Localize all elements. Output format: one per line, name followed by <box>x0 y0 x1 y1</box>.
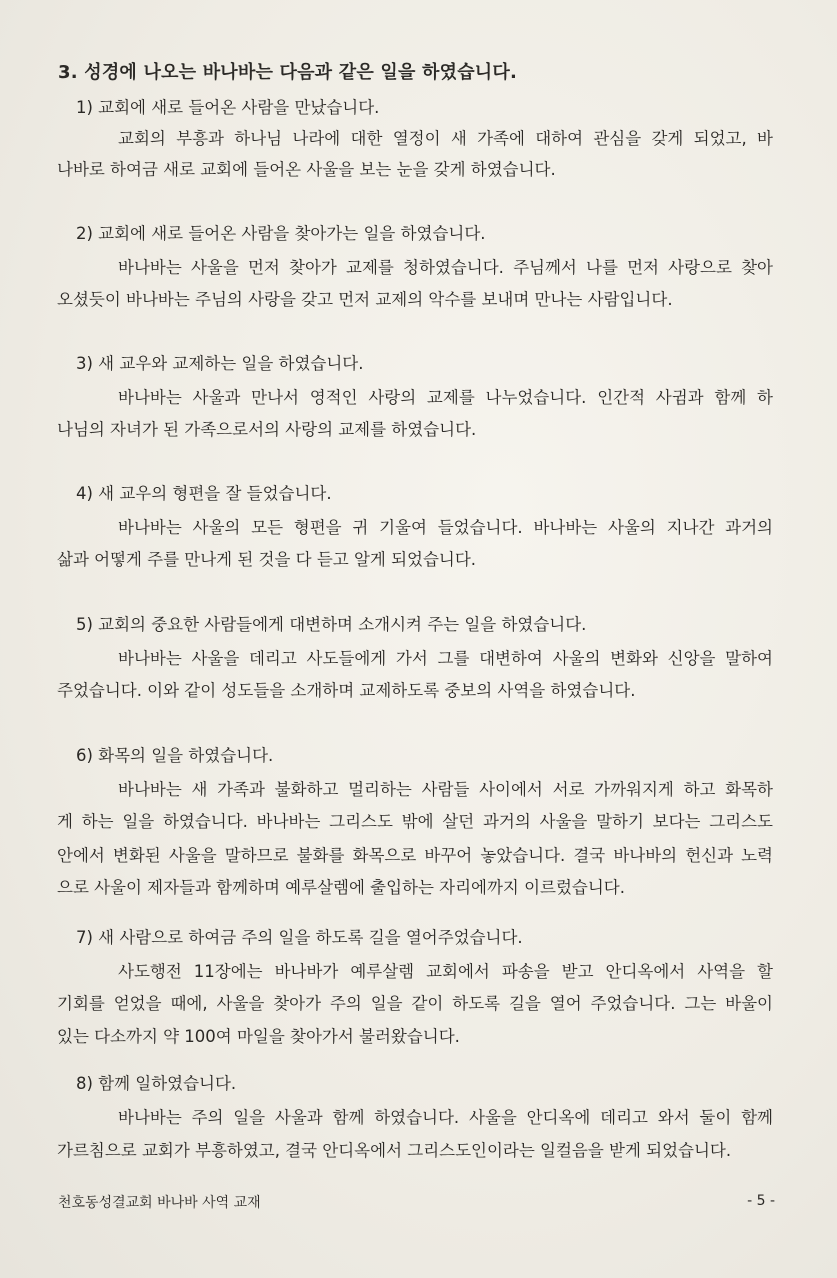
subheading-2: 2) 교회에 새로 들어온 사람을 찾아가는 일을 하였습니다. <box>76 224 486 243</box>
paragraph-1-line-2: 나바로 하여금 새로 교회에 들어온 사울을 보는 눈을 갖게 하였습니다. <box>57 160 556 179</box>
paragraph-6-line-1: 바나바는 새 가족과 불화하고 멀리하는 사람들 사이에서 서로 가까워지게 하고 화목하 <box>118 780 773 799</box>
subheading-4: 4) 새 교우의 형편을 잘 들었습니다. <box>76 484 332 503</box>
paragraph-8-line-2: 가르침으로 교회가 부흥하였고, 결국 안디옥에서 그리스도인이라는 일컬음을 받게 되었습니다. <box>57 1141 732 1160</box>
subheading-7: 7) 새 사람으로 하여금 주의 일을 하도록 길을 열어주었습니다. <box>76 928 523 947</box>
paragraph-6-line-2: 게 하는 일을 하였습니다. 바나바는 그리스도 밖에 살던 과거의 사울을 말하기 보다는 그리스도 <box>57 812 773 831</box>
paragraph-4-line-2: 삶과 어떻게 주를 만나게 된 것을 다 듣고 알게 되었습니다. <box>57 550 477 569</box>
footer-title: 천호동성결교회 바나바 사역 교재 <box>58 1195 261 1211</box>
paragraph-2-line-2: 오셨듯이 바나바는 주님의 사랑을 갖고 먼저 교제의 악수를 보내며 만나는 사람입니다. <box>57 290 673 309</box>
subheading-1: 1) 교회에 새로 들어온 사람을 만났습니다. <box>76 98 380 117</box>
paragraph-3-line-1: 바나바는 사울과 만나서 영적인 사랑의 교제를 나누었습니다. 인간적 사귐과 함께 하 <box>118 388 773 407</box>
paragraph-5-line-2: 주었습니다. 이와 같이 성도들을 소개하며 교제하도록 중보의 사역을 하였습니다. <box>57 681 636 700</box>
paragraph-6-line-4: 으로 사울이 제자들과 함께하며 예루살렘에 출입하는 자리에까지 이르렀습니다. <box>57 878 625 897</box>
paragraph-4-line-1: 바나바는 사울의 모든 형편을 귀 기울여 들었습니다. 바나바는 사울의 지나간 과거의 <box>118 518 773 537</box>
section-heading: 3. 성경에 나오는 바나바는 다음과 같은 일을 하였습니다. <box>58 62 517 83</box>
paragraph-7-line-1: 사도행전 11장에는 바나바가 예루살렘 교회에서 파송을 받고 안디옥에서 사역을 할 <box>118 962 773 981</box>
subheading-6: 6) 화목의 일을 하였습니다. <box>76 746 274 765</box>
paragraph-1-line-1: 교회의 부흥과 하나님 나라에 대한 열정이 새 가족에 대하여 관심을 갖게 되었고, 바 <box>118 129 773 148</box>
paragraph-7-line-3: 있는 다소까지 약 100여 마일을 찾아가서 불러왔습니다. <box>57 1027 460 1046</box>
subheading-8: 8) 함께 일하였습니다. <box>76 1074 237 1093</box>
paragraph-2-line-1: 바나바는 사울을 먼저 찾아가 교제를 청하였습니다. 주님께서 나를 먼저 사랑으로 찾아 <box>118 258 773 277</box>
paragraph-6-line-3: 안에서 변화된 사울을 말하므로 불화를 화목으로 바꾸어 놓았습니다. 결국 바나바의 헌신과 노력 <box>57 846 773 865</box>
paragraph-8-line-1: 바나바는 주의 일을 사울과 함께 하였습니다. 사울을 안디옥에 데리고 와서 둘이 함께 <box>118 1108 773 1127</box>
subheading-3: 3) 새 교우와 교제하는 일을 하였습니다. <box>76 354 364 373</box>
paragraph-7-line-2: 기회를 얻었을 때에, 사울을 찾아가 주의 일을 같이 하도록 길을 열어 주었습니다. 그는 바울이 <box>57 994 773 1013</box>
page-number: - 5 - <box>747 1193 775 1209</box>
subheading-5: 5) 교회의 중요한 사람들에게 대변하며 소개시켜 주는 일을 하였습니다. <box>76 615 587 634</box>
paragraph-3-line-2: 나님의 자녀가 된 가족으로서의 사랑의 교제를 하였습니다. <box>57 420 477 439</box>
paragraph-5-line-1: 바나바는 사울을 데리고 사도들에게 가서 그를 대변하여 사울의 변화와 신앙을 말하여 <box>118 649 773 668</box>
